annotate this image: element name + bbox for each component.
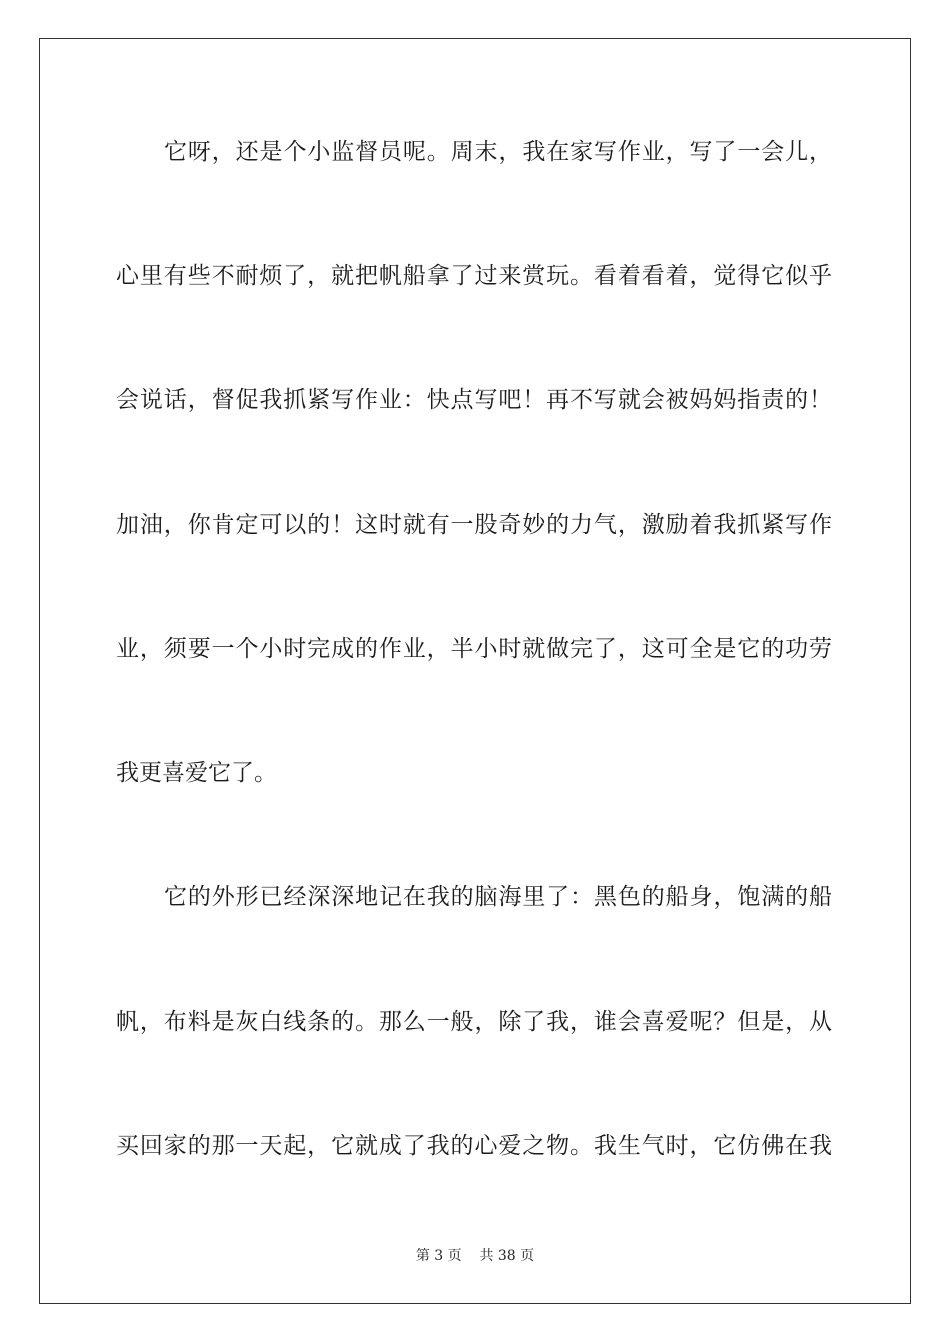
- text-line-2: 心里有些不耐烦了，就把帆船拿了过来赏玩。看着看着，觉得它似乎: [116, 263, 832, 289]
- text-line-3: 会说话，督促我抓紧写作业：快点写吧！再不写就会被妈妈指责的！: [116, 387, 832, 413]
- page-total: 共 38 页: [479, 1248, 535, 1264]
- page-border: [39, 38, 911, 1304]
- text-line-1: 它呀，还是个小监督员呢。周末，我在家写作业，写了一会儿，: [164, 139, 832, 165]
- text-line-9: 买回家的那一天起，它就成了我的心爱之物。我生气时，它仿佛在我: [116, 1133, 832, 1159]
- text-line-4: 加油，你肯定可以的！这时就有一股奇妙的力气，激励着我抓紧写作: [116, 512, 832, 538]
- text-line-6: 我更喜爱它了。: [116, 760, 277, 786]
- page-number: 第 3 页: [415, 1248, 462, 1264]
- text-line-8: 帆，布料是灰白线条的。那么一般，除了我，谁会喜爱呢？但是，从: [116, 1009, 832, 1035]
- text-line-5: 业，须要一个小时完成的作业，半小时就做完了，这可全是它的功劳: [116, 636, 832, 662]
- page-footer: [0, 1247, 950, 1265]
- text-line-7: 它的外形已经深深地记在我的脑海里了：黑色的船身，饱满的船: [164, 884, 832, 910]
